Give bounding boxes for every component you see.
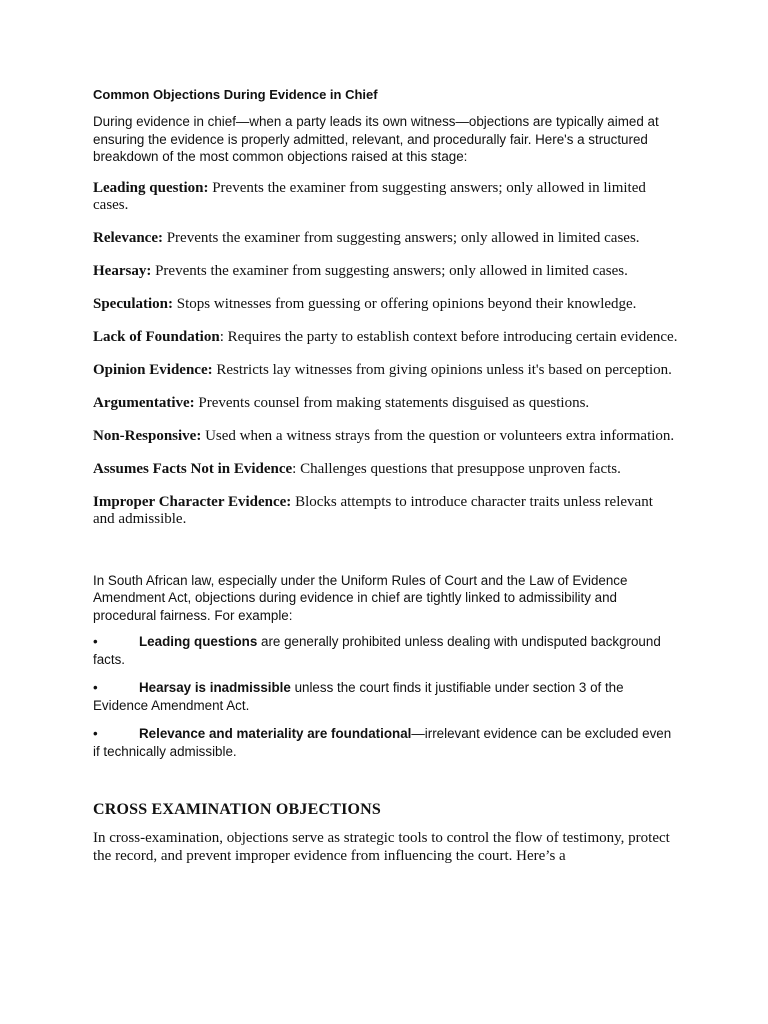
objection-desc: Prevents the examiner from suggesting answers; only allowed in limited cases.: [93, 179, 646, 213]
objection-term: Lack of Foundation: [93, 328, 220, 345]
objection-desc: Prevents the examiner from suggesting answers; only allowed in limited cases.: [151, 262, 628, 279]
objection-item: [93, 395, 678, 412]
objection-term: Hearsay:: [93, 262, 152, 279]
list-item: [93, 679, 678, 715]
objections-list: [93, 180, 678, 528]
objection-term: Non-Responsive:: [93, 427, 202, 444]
objection-term: Leading question:: [93, 179, 209, 196]
objection-term: Relevance:: [93, 229, 163, 246]
objection-desc: : Challenges questions that presuppose unproven facts.: [292, 460, 621, 477]
objection-desc: Stops witnesses from guessing or offering opinions beyond their knowledge.: [173, 295, 637, 312]
bullet-bold: Hearsay is inadmissible: [139, 680, 291, 695]
objection-item: [93, 263, 678, 280]
objection-term: Speculation:: [93, 295, 174, 312]
list-item: [93, 633, 678, 669]
bullet-icon: •: [93, 680, 98, 695]
objection-item: [93, 296, 678, 313]
cross-examination-paragraph: In cross-examination, objections serve as strategic tools to control the flow of testimony, protect the record, and prevent improper evidence from influencing the court. Here’s a: [93, 830, 670, 864]
objection-term: Assumes Facts Not in Evidence: [93, 460, 293, 477]
objection-item: [93, 461, 678, 478]
objection-term: Argumentative:: [93, 394, 195, 411]
objection-item: [93, 180, 678, 214]
objection-term: Opinion Evidence:: [93, 361, 213, 378]
bullet-icon: •: [93, 726, 98, 741]
south-africa-paragraph: In South African law, especially under the Uniform Rules of Court and the Law of Evidence Amendment Act, objections during evidence in chief are tightly linked to admissibility and procedural fairness. For example:: [93, 572, 628, 623]
objection-term: Improper Character Evidence:: [93, 493, 292, 510]
cross-examination-title: CROSS EXAMINATION OBJECTIONS: [93, 801, 382, 818]
bullet-text: unless the court finds it justifiable under section 3 of the Evidence Amendment Act.: [93, 680, 624, 713]
objection-desc: Used when a witness strays from the question or volunteers extra information.: [201, 427, 675, 444]
objection-desc: Blocks attempts to introduce character traits unless relevant and admissible.: [93, 493, 653, 527]
bullet-bold: Relevance and materiality are foundational: [139, 726, 412, 741]
objection-item: [93, 329, 678, 346]
objection-item: [93, 362, 678, 379]
objection-desc: : Requires the party to establish context before introducing certain evidence.: [219, 328, 678, 345]
objection-item: [93, 428, 678, 445]
bullet-icon: •: [93, 634, 98, 649]
bullet-text: are generally prohibited unless dealing with undisputed background facts.: [93, 634, 661, 667]
objection-desc: Restricts lay witnesses from giving opinions unless it's based on perception.: [212, 361, 672, 378]
objection-desc: Prevents counsel from making statements disguised as questions.: [194, 394, 590, 411]
objection-item: [93, 494, 678, 528]
objection-desc: Prevents the examiner from suggesting answers; only allowed in limited cases.: [162, 229, 640, 246]
intro-paragraph: During evidence in chief—when a party leads its own witness—objections are typically aimed at ensuring the evidence is properly admitted, relevant, and procedurally fair. Here's a structured breakdown of the most common objections raised at this stage:: [93, 114, 659, 164]
objection-item: [93, 230, 678, 247]
bullet-bold: Leading questions: [139, 634, 258, 649]
bullet-list: [93, 633, 678, 761]
list-item: [93, 725, 678, 761]
section-heading: Common Objections During Evidence in Chief: [93, 87, 378, 102]
document-content: [93, 86, 678, 865]
bullet-text: —irrelevant evidence can be excluded even if technically admissible.: [93, 726, 672, 759]
